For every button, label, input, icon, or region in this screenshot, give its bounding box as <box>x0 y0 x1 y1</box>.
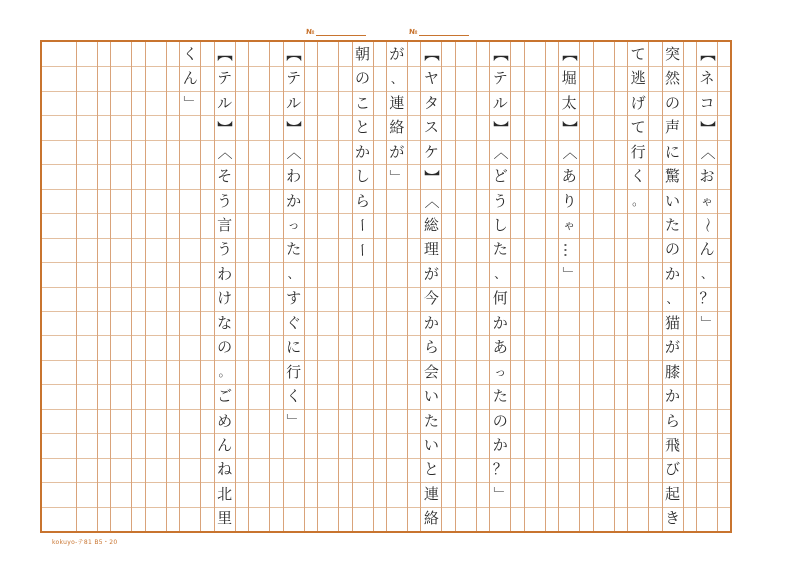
manuscript-char: く <box>286 387 302 406</box>
manuscript-char: す <box>286 289 302 308</box>
manuscript-char: か <box>665 264 681 283</box>
manuscript-char: に <box>286 338 302 357</box>
manuscript-char: ケ <box>423 142 439 161</box>
grid-column <box>455 42 477 531</box>
manuscript-char: 太 <box>561 93 577 112</box>
manuscript-char: 〈 <box>422 193 441 209</box>
manuscript-char: て <box>630 44 646 63</box>
manuscript-char: 【 <box>560 46 579 62</box>
manuscript-char: 【 <box>698 46 717 62</box>
manuscript-char: ネ <box>699 69 715 88</box>
manuscript-char: 〈 <box>285 144 304 160</box>
manuscript-char: コ <box>699 93 715 112</box>
manuscript-char: い <box>423 436 439 454</box>
manuscript-char: た <box>492 387 508 406</box>
manuscript-char: の <box>665 240 681 259</box>
number-label-1: № <box>306 28 315 36</box>
manuscript-char: て <box>630 118 646 137</box>
manuscript-char: か <box>665 387 681 406</box>
manuscript-char: う <box>217 191 233 210</box>
manuscript-char: く <box>630 167 646 186</box>
manuscript-char: り <box>561 191 577 210</box>
number-line-2 <box>419 35 469 36</box>
manuscript-char: 言 <box>217 215 233 234</box>
manuscript-char: い <box>665 191 681 210</box>
manuscript-char: 行 <box>630 142 646 161</box>
manuscript-char: 驚 <box>665 167 681 186</box>
manuscript-char: ゃ <box>700 194 713 208</box>
manuscript-char: テ <box>492 69 508 88</box>
manuscript-char: 猫 <box>665 313 681 332</box>
manuscript-char: た <box>423 411 439 430</box>
manuscript-char: 堀 <box>561 69 577 88</box>
number-label-2: № <box>409 28 418 36</box>
manuscript-char: か <box>354 142 370 161</box>
manuscript-char: 」 <box>388 169 407 185</box>
grid-column <box>76 42 98 531</box>
manuscript-char: 」 <box>698 315 717 331</box>
manuscript-char: 】 <box>422 169 441 185</box>
manuscript-char: ル <box>217 93 233 112</box>
manuscript-char: こ <box>354 93 370 112</box>
manuscript-char: 〈 <box>491 144 510 160</box>
manuscript-char: 会 <box>423 362 439 381</box>
manuscript-char: 連 <box>389 93 405 112</box>
manuscript-char: 【 <box>285 46 304 62</box>
manuscript-char: ん <box>217 436 233 454</box>
manuscript-char: わ <box>217 264 233 283</box>
grid-column <box>317 42 339 531</box>
manuscript-char: 】 <box>491 120 510 136</box>
manuscript-char: め <box>217 411 233 430</box>
manuscript-char: ヤ <box>423 69 439 88</box>
manuscript-char: か <box>492 313 508 332</box>
grid-column <box>524 42 546 531</box>
manuscript-char: け <box>217 289 233 308</box>
manuscript-char: び <box>665 460 681 479</box>
manuscript-char: と <box>423 460 439 479</box>
manuscript-char: 」 <box>285 413 304 429</box>
grid-column <box>558 42 580 531</box>
manuscript-char: ら <box>665 411 681 430</box>
manuscript-char: 突 <box>665 44 681 63</box>
manuscript-char: テ <box>217 69 233 88</box>
manuscript-char: 【 <box>422 46 441 62</box>
manuscript-char: 何 <box>492 289 508 308</box>
manuscript-char: 〈 <box>560 144 579 160</box>
manuscript-char: ら <box>354 191 370 210</box>
manuscript-char: ？ <box>699 289 715 308</box>
number-line-1 <box>316 35 366 36</box>
manuscript-char: 」 <box>560 266 579 282</box>
grid-column <box>145 42 167 531</box>
manuscript-char: う <box>492 191 508 210</box>
manuscript-char: 今 <box>423 289 439 308</box>
paper-footer: kokuyo-テ81 B5・20 <box>52 539 118 546</box>
manuscript-char: 、 <box>494 267 507 282</box>
manuscript-char: 】 <box>560 120 579 136</box>
manuscript-char: 【 <box>491 46 510 62</box>
manuscript-char: ん <box>182 69 198 88</box>
manuscript-char: く <box>182 44 198 63</box>
manuscript-char: 、 <box>700 267 713 282</box>
manuscript-char: 〈 <box>216 144 235 160</box>
manuscript-char: ス <box>423 118 439 137</box>
manuscript-char: た <box>286 240 302 259</box>
manuscript-char: き <box>665 509 681 528</box>
manuscript-char: ね <box>217 460 233 479</box>
manuscript-char: ど <box>492 167 508 186</box>
manuscript-char: が <box>665 338 681 357</box>
manuscript-char: 然 <box>665 69 681 88</box>
manuscript-char: ご <box>217 387 233 406</box>
grid-column <box>110 42 132 531</box>
manuscript-char: 】 <box>285 120 304 136</box>
manuscript-char: あ <box>561 167 577 186</box>
manuscript-char: た <box>665 215 681 234</box>
manuscript-char: 声 <box>665 118 681 137</box>
manuscript-char: の <box>492 411 508 430</box>
grid-column <box>248 42 270 531</box>
manuscript-char: あ <box>492 338 508 357</box>
manuscript-char: 朝 <box>354 44 370 63</box>
manuscript-char: 」 <box>181 95 200 111</box>
manuscript-char: の <box>354 69 370 88</box>
grid-column <box>179 42 201 531</box>
manuscript-char: の <box>665 93 681 112</box>
manuscript-char: ゃ <box>563 218 576 233</box>
manuscript-char: 飛 <box>665 436 681 454</box>
manuscript-char: わ <box>286 167 302 186</box>
manuscript-char: た <box>492 240 508 259</box>
manuscript-char: 膝 <box>665 362 681 381</box>
manuscript-char: か <box>423 313 439 332</box>
manuscript-char: な <box>217 313 233 332</box>
manuscript-char: と <box>354 118 370 137</box>
manuscript-char: 連 <box>423 484 439 503</box>
manuscript-char: 。 <box>218 365 231 380</box>
manuscript-char: 行 <box>286 362 302 381</box>
grid-column <box>593 42 615 531</box>
manuscript-char: に <box>665 142 681 161</box>
manuscript-char: 里 <box>217 509 233 528</box>
manuscript-char: テ <box>286 69 302 88</box>
manuscript-char: い <box>423 387 439 406</box>
manuscript-char: ん <box>699 240 715 259</box>
manuscript-char: ー <box>354 217 372 233</box>
manuscript-char: 【 <box>216 46 235 62</box>
manuscript-char: ー <box>354 242 372 258</box>
manuscript-char: 北 <box>217 484 233 503</box>
manuscript-char: か <box>286 191 302 210</box>
manuscript-char: 〜 <box>698 217 717 233</box>
manuscript-char: … <box>560 242 579 258</box>
manuscript-char: が <box>389 142 405 161</box>
manuscript-char: が <box>423 264 439 283</box>
manuscript-char: そ <box>217 167 233 186</box>
manuscript-char: っ <box>494 365 507 380</box>
manuscript-char: っ <box>287 218 300 233</box>
manuscript-char: 総 <box>423 215 439 234</box>
manuscript-char: か <box>492 436 508 454</box>
manuscript-char: 】 <box>216 120 235 136</box>
manuscript-char: タ <box>423 93 439 112</box>
manuscript-char: 絡 <box>389 118 405 137</box>
manuscript-char: 逃 <box>630 69 646 88</box>
manuscript-char: ら <box>423 338 439 357</box>
manuscript-char: 、 <box>287 267 300 282</box>
manuscript-grid <box>42 42 730 531</box>
manuscript-char: 】 <box>698 120 717 136</box>
manuscript-char: 、 <box>390 71 403 86</box>
manuscript-char: ル <box>492 93 508 112</box>
manuscript-char: し <box>354 167 370 186</box>
manuscript-char: し <box>492 215 508 234</box>
manuscript-char: 起 <box>665 484 681 503</box>
manuscript-char: 」 <box>491 486 510 502</box>
manuscript-char: 理 <box>423 240 439 259</box>
manuscript-paper <box>40 40 732 533</box>
manuscript-char: の <box>217 338 233 357</box>
manuscript-char: ？ <box>492 460 508 479</box>
manuscript-char: が <box>389 44 405 63</box>
manuscript-char: お <box>699 167 715 186</box>
manuscript-char: う <box>217 240 233 259</box>
manuscript-char: 、 <box>666 291 679 306</box>
manuscript-char: 。 <box>632 194 645 208</box>
manuscript-char: げ <box>630 93 646 112</box>
manuscript-char: 絡 <box>423 509 439 528</box>
manuscript-char: 〈 <box>698 144 717 160</box>
manuscript-char: ぐ <box>286 313 302 332</box>
manuscript-char: ル <box>286 93 302 112</box>
